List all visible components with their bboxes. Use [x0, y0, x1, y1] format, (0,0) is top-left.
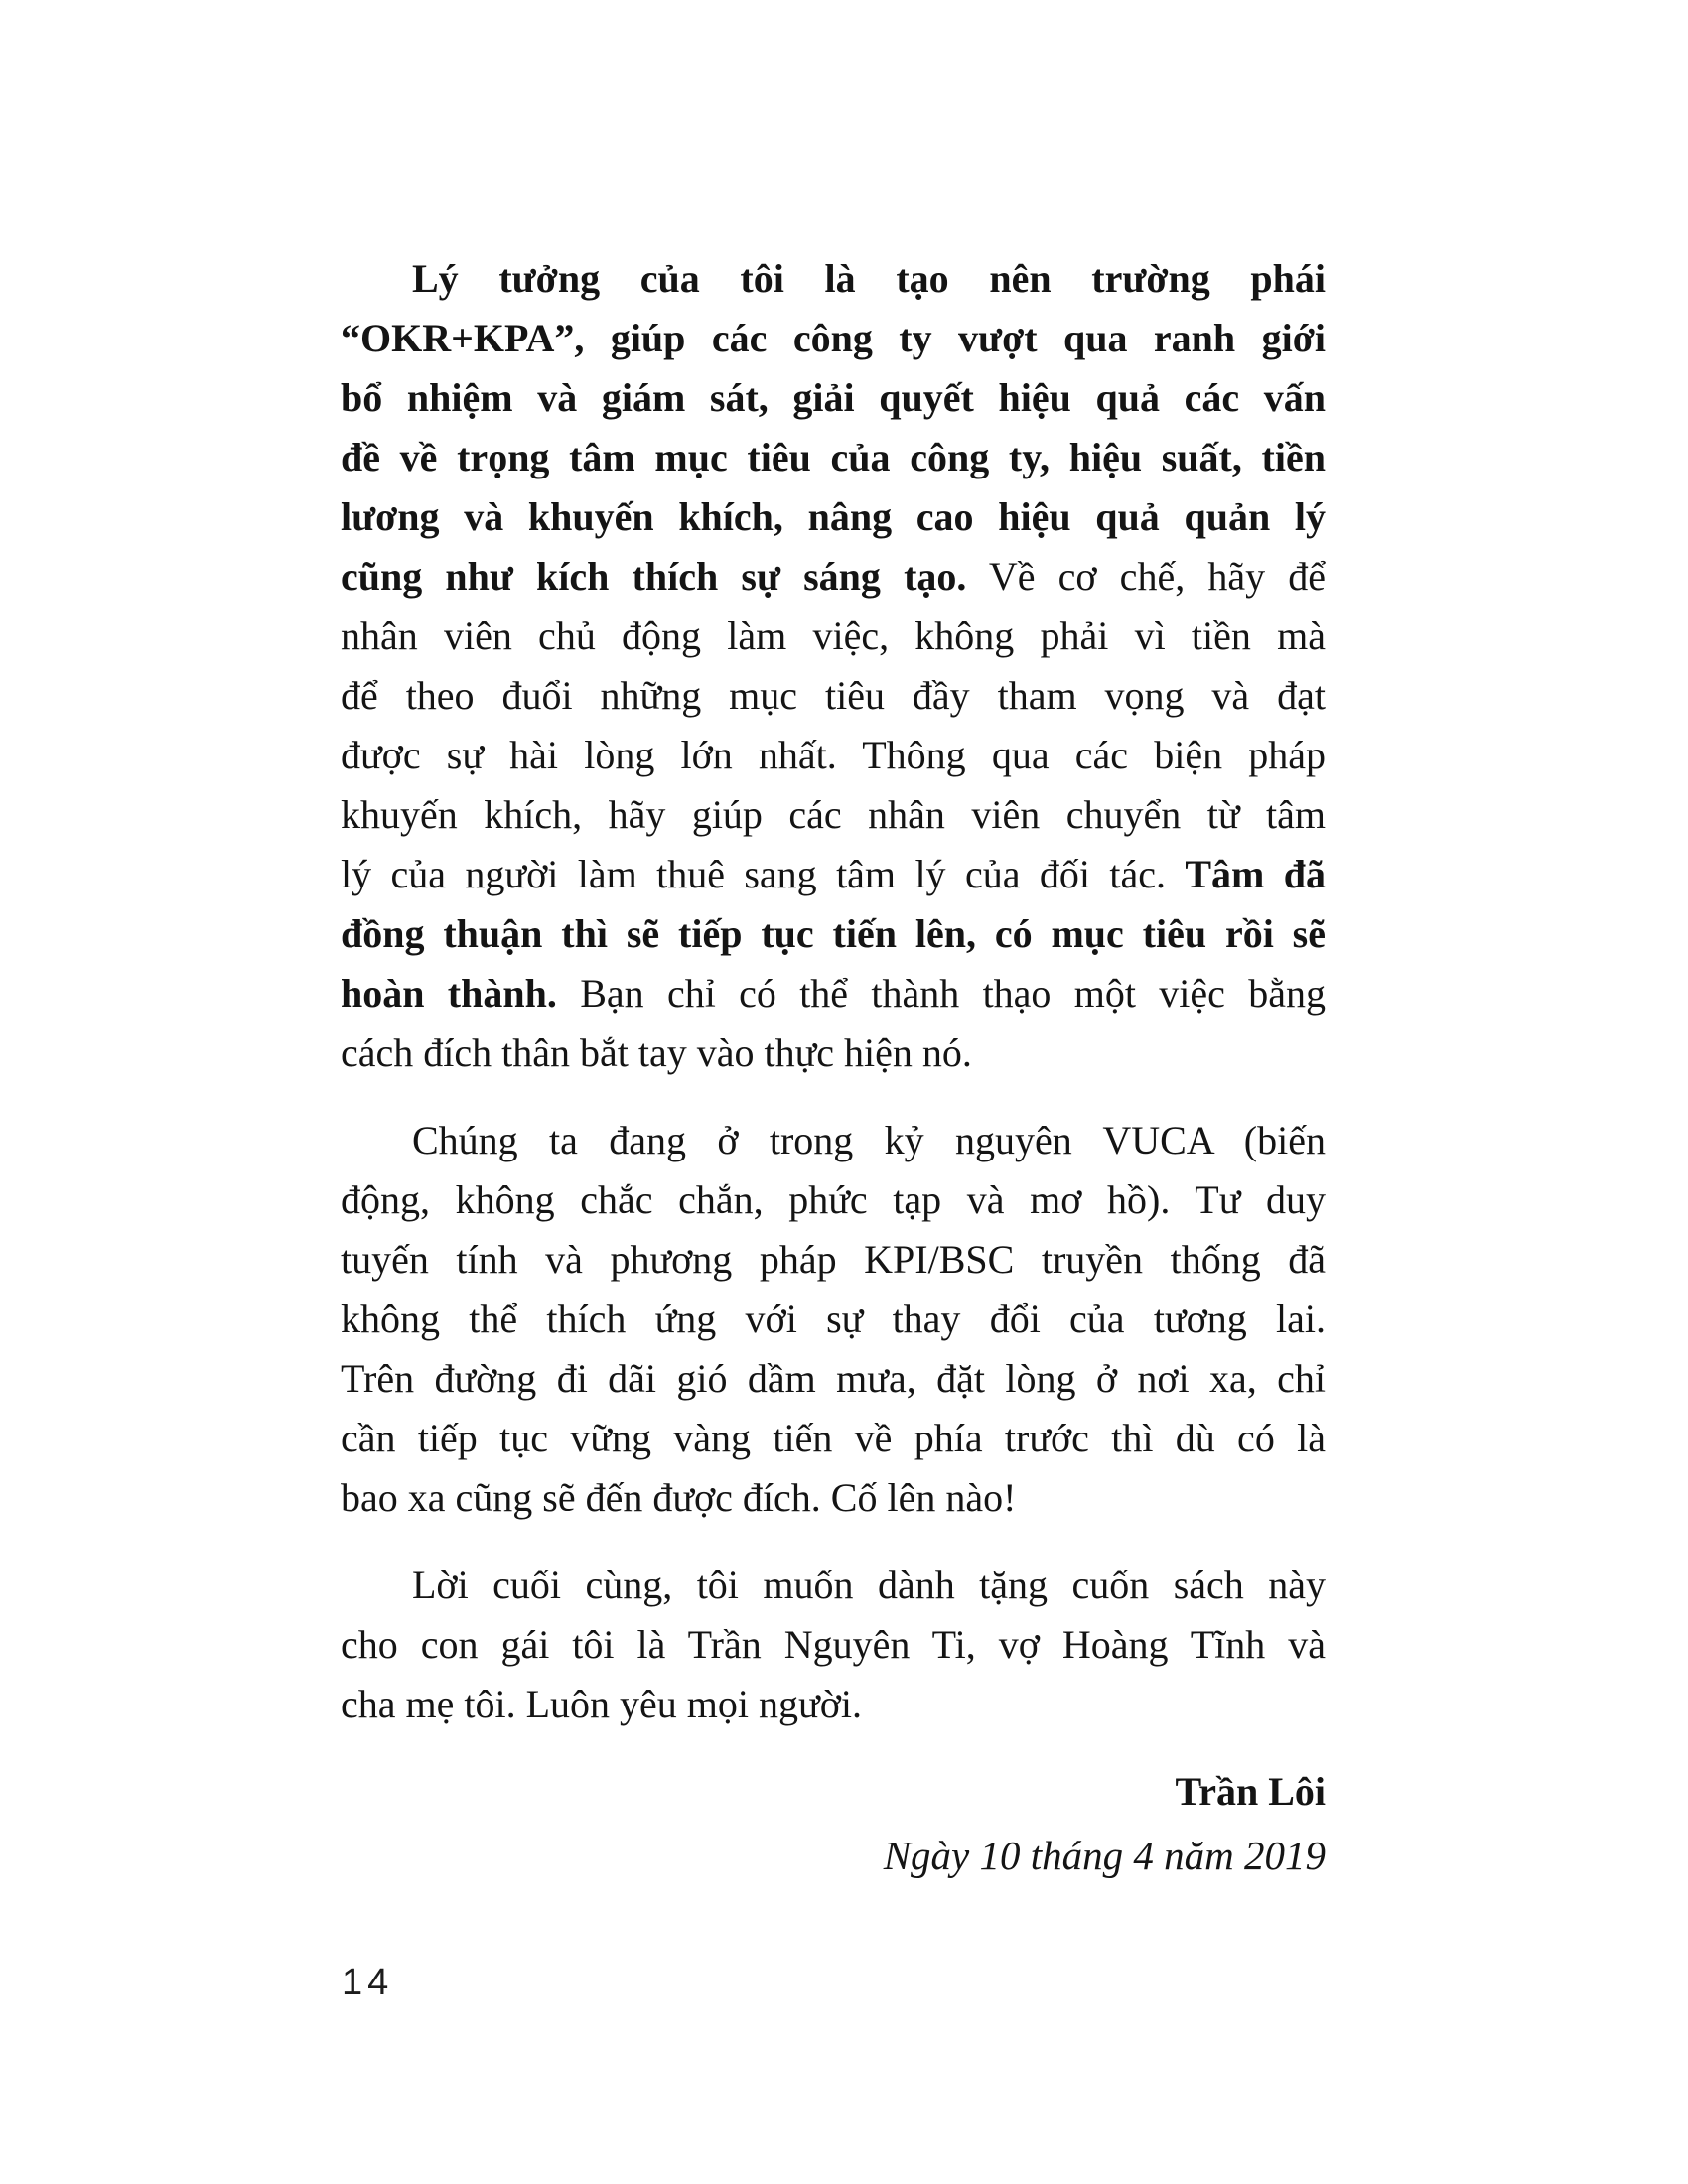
text-line: [341, 368, 1326, 428]
text-segment: lý của người làm thuê sang tâm lý của đối tác.: [341, 852, 1186, 896]
text-line: [341, 1230, 1326, 1290]
signature-block: [341, 1762, 1326, 1889]
text-line: [341, 964, 1326, 1024]
bold-text-segment: đồng thuận thì sẽ tiếp tục tiến lên, có mục tiêu rồi sẽ: [341, 911, 1326, 956]
bold-text-segment: cũng như kích thích sự sáng tạo.: [341, 554, 967, 599]
text-line: [341, 904, 1326, 964]
body-text: [341, 249, 1326, 1889]
text-segment: khuyến khích, hãy giúp các nhân viên chuyển từ tâm: [341, 792, 1326, 837]
text-segment: được sự hài lòng lớn nhất. Thông qua các biện pháp: [341, 733, 1326, 777]
bold-text-segment: đề về trọng tâm mục tiêu của công ty, hiệu suất, tiền: [341, 435, 1326, 479]
text-line: [341, 487, 1326, 547]
text-segment: không thể thích ứng với sự thay đổi của tương lai.: [341, 1297, 1326, 1341]
text-line: [341, 845, 1326, 904]
text-line: [341, 1615, 1326, 1675]
bold-text-segment: hoàn thành.: [341, 971, 557, 1016]
text-line: [341, 666, 1326, 726]
bold-text-segment: Tâm đã: [1185, 852, 1326, 896]
text-segment: để theo đuổi những mục tiêu đầy tham vọng và đạt: [341, 673, 1326, 718]
text-line: [341, 785, 1326, 845]
text-segment: Chúng ta đang ở trong kỷ nguyên VUCA (biến: [412, 1118, 1326, 1162]
text-line: [341, 726, 1326, 785]
text-segment: Trên đường đi dãi gió dầm mưa, đặt lòng ở nơi xa, chỉ: [341, 1356, 1326, 1401]
text-line: [341, 1290, 1326, 1349]
bold-text-segment: bổ nhiệm và giám sát, giải quyết hiệu quả các vấn: [341, 375, 1326, 420]
text-segment: cách đích thân bắt tay vào thực hiện nó.: [341, 1030, 972, 1075]
text-segment: cha mẹ tôi. Luôn yêu mọi người.: [341, 1682, 862, 1726]
signature-author: Trần Lôi: [1175, 1769, 1326, 1814]
text-segment: động, không chắc chắn, phức tạp và mơ hồ). Tư duy: [341, 1177, 1326, 1222]
text-segment: Về cơ chế, hãy để: [966, 554, 1327, 599]
text-line: [341, 1468, 1326, 1528]
text-line: [341, 1111, 1326, 1170]
text-line: [341, 1170, 1326, 1230]
text-segment: bao xa cũng sẽ đến được đích. Cố lên nào!: [341, 1475, 1017, 1520]
text-line: [341, 1409, 1326, 1468]
paragraph-1: [341, 249, 1326, 1083]
text-segment: Lời cuối cùng, tôi muốn dành tặng cuốn sách này: [412, 1563, 1326, 1607]
text-line: [341, 428, 1326, 487]
paragraph-3: [341, 1556, 1326, 1734]
text-line: [341, 547, 1326, 607]
text-segment: nhân viên chủ động làm việc, không phải vì tiền mà: [341, 614, 1326, 658]
text-segment: cho con gái tôi là Trần Nguyên Ti, vợ Hoàng Tĩnh và: [341, 1622, 1326, 1667]
text-line: [341, 1675, 1326, 1734]
paragraph-2: [341, 1111, 1326, 1528]
bold-text-segment: Lý tưởng của tôi là tạo nên trường phái: [412, 256, 1326, 301]
text-segment: cần tiếp tục vững vàng tiến về phía trước thì dù có là: [341, 1416, 1326, 1460]
signature-date: Ngày 10 tháng 4 năm 2019: [883, 1833, 1326, 1878]
bold-text-segment: lương và khuyến khích, nâng cao hiệu quả quản lý: [341, 494, 1326, 539]
text-line: [341, 1556, 1326, 1615]
text-line: [341, 309, 1326, 368]
text-line: [341, 607, 1326, 666]
bold-text-segment: “OKR+KPA”, giúp các công ty vượt qua ranh giới: [341, 316, 1326, 360]
text-line: [341, 249, 1326, 309]
text-segment: tuyến tính và phương pháp KPI/BSC truyền thống đã: [341, 1237, 1326, 1282]
page-number: 14: [342, 1962, 394, 2003]
text-line: [341, 1024, 1326, 1083]
text-line: [341, 1349, 1326, 1409]
text-segment: Bạn chỉ có thể thành thạo một việc bằng: [556, 971, 1326, 1016]
